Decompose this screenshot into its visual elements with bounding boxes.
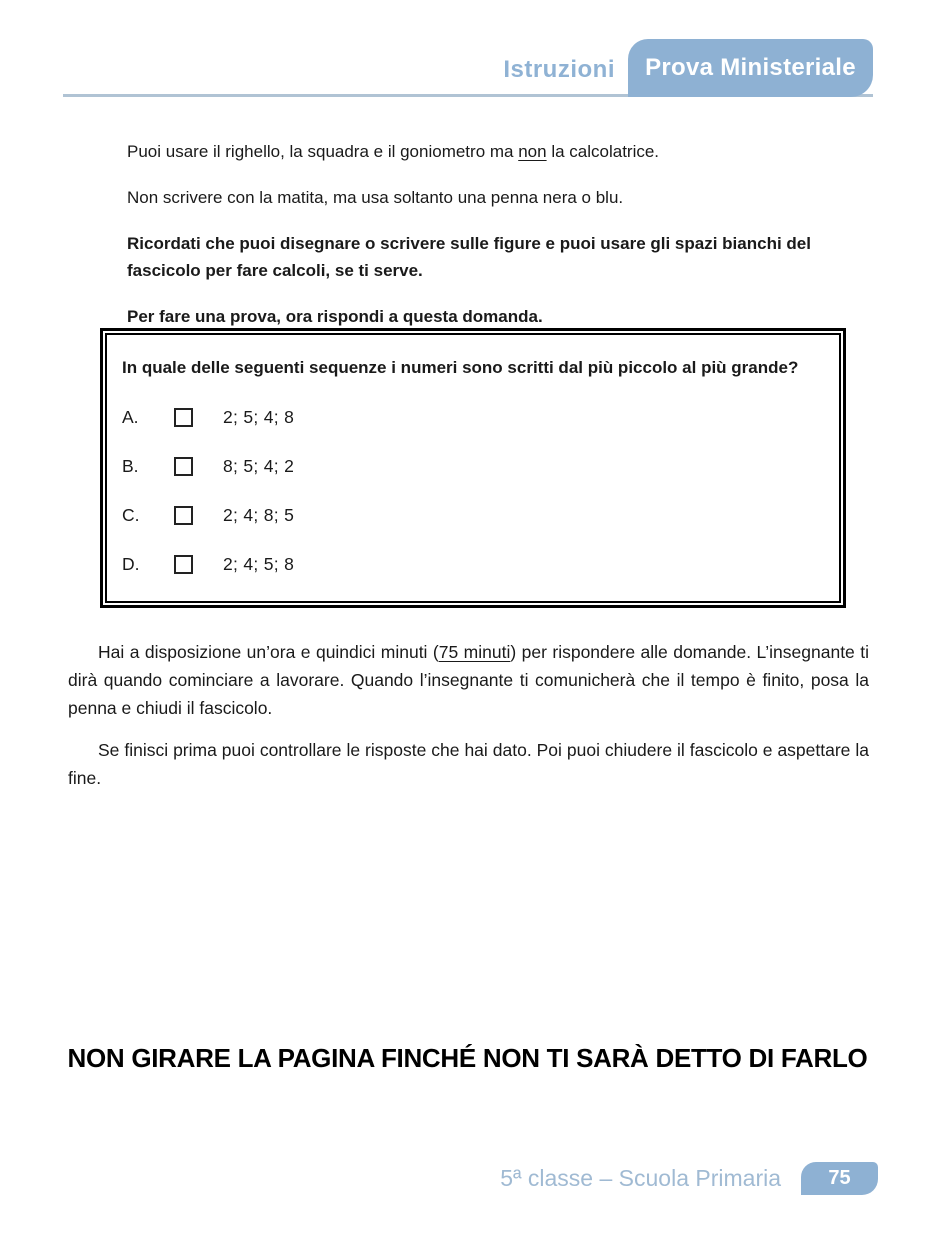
underlined-non: non [518, 142, 547, 161]
closing-paragraphs [68, 638, 869, 806]
footer-class-label: 5ª classe – Scuola Primaria [500, 1165, 781, 1191]
answer-option-c [122, 505, 829, 526]
header-section-label: Istruzioni [503, 56, 615, 83]
paragraph-remember: Ricordati che puoi disegnare o scrivere sulle figure e puoi usare gli spazi bianchi del fascicolo per fare calcoli, se ti serve. [127, 234, 811, 280]
option-value: 8; 5; 4; 2 [223, 456, 295, 476]
paragraph-tools: Puoi usare il righello, la squadra e il goniometro ma non la calcolatrice. [127, 142, 660, 161]
header-tab-prova-ministeriale [628, 39, 873, 97]
paragraph-pen: Non scrivere con la matita, ma usa soltanto una penna nera o blu. [127, 188, 624, 207]
answer-option-d [122, 554, 829, 575]
option-letter: C. [122, 505, 140, 525]
option-b-checkbox[interactable] [174, 457, 193, 476]
underlined-75-minuti: 75 minuti [438, 642, 511, 662]
header-tab-label: Prova Ministeriale [645, 54, 856, 81]
option-letter: A. [122, 407, 139, 427]
page-number-badge [801, 1162, 878, 1195]
answer-option-b [122, 456, 829, 477]
page-footer [500, 1162, 878, 1195]
intro-paragraphs [127, 138, 827, 349]
page-number: 75 [828, 1167, 851, 1189]
paragraph-try: Per fare una prova, ora rispondi a questa domanda. [127, 307, 543, 326]
sample-question-box [100, 328, 846, 608]
option-d-checkbox[interactable] [174, 555, 193, 574]
paragraph-time: Hai a disposizione un’ora e quindici minuti (75 minuti) per rispondere alle domande. L’insegnante ti dirà quando cominciare a lavorare. Quando l’insegnante ti comunicherà che il tempo è finito, posa la penna e chiudi il fascicolo. [68, 642, 869, 718]
option-value: 2; 5; 4; 8 [223, 407, 295, 427]
question-text: In quale delle seguenti sequenze i numeri sono scritti dal più piccolo al più grande? [122, 358, 799, 377]
option-letter: B. [122, 456, 139, 476]
paragraph-finish-early: Se finisci prima puoi controllare le risposte che hai dato. Poi puoi chiudere il fascicolo e aspettare la fine. [68, 740, 869, 788]
option-value: 2; 4; 5; 8 [223, 554, 295, 574]
do-not-turn-page-warning: NON GIRARE LA PAGINA FINCHÉ NON TI SARÀ DETTO DI FARLO [67, 1043, 868, 1073]
option-a-checkbox[interactable] [174, 408, 193, 427]
option-c-checkbox[interactable] [174, 506, 193, 525]
sample-question-box-inner [105, 333, 841, 603]
option-letter: D. [122, 554, 140, 574]
option-value: 2; 4; 8; 5 [223, 505, 295, 525]
answer-option-a [122, 407, 829, 428]
